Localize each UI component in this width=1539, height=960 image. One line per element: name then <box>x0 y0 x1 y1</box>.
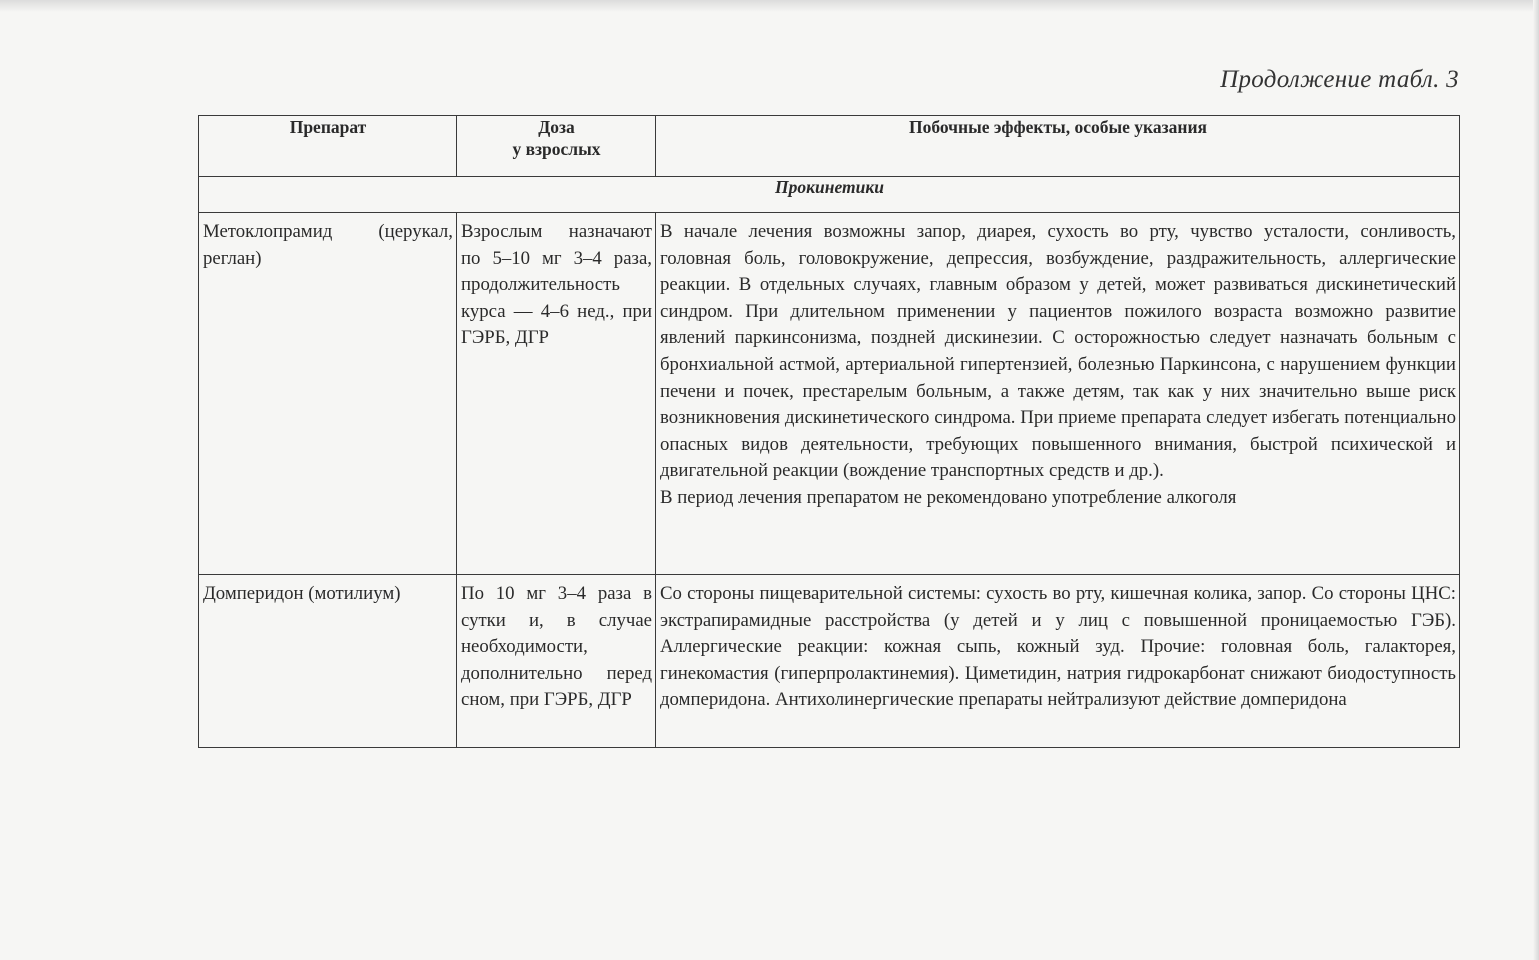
effects-cell <box>656 575 1460 748</box>
header-dose-line1: Доза <box>538 117 575 137</box>
dose-cell: По 10 мг 3–4 раза в сутки и, в случае необходимости, дополнительно перед сном, при ГЭРБ, ДГР <box>457 575 656 748</box>
drug-name-cell: Домперидон (мотилиум) <box>199 575 457 748</box>
scan-edge-top <box>0 0 1539 12</box>
section-title: Прокинетики <box>199 177 1460 213</box>
effects-paragraph: В начале лечения возможны запор, диарея, сухость во рту, чувство усталости, сонливость, головная боль, головокружение, депрессия, возбуждение, раздражительность, аллергические реакции. В отдельных случаях, главным образом у детей, может развиваться дискинетический синдром. При длительном применении у пациентов пожилого возраста возможно развитие явлений паркинсонизма, поздней дискинезии. С осторожностью следует назначать больным с бронхиальной астмой, артериальной гипертензией, болезнью Паркинсона, с нарушением функции печени и почек, престарелым больным, а также детям, так как у них значительно выше риск возникновения дискинетического синдрома. При приеме препарата следует избегать потенциально опасных видов деятельности, требующих повышенного внимания, быстрой психической и двигательной реакции (вождение транспортных средств и др.). <box>660 221 1456 482</box>
table-caption: Продолжение табл. 3 <box>1220 66 1459 93</box>
dose-cell: Взрослым назначают по 5–10 мг 3–4 раза, продолжительность курса — 4–6 нед., при ГЭРБ, ДГР <box>457 213 656 575</box>
table-row <box>199 575 1460 748</box>
drug-table <box>198 115 1460 748</box>
header-dose-line2: у взрослых <box>512 139 601 159</box>
table-header-row <box>199 116 1460 177</box>
effects-cell <box>656 213 1460 575</box>
header-drug: Препарат <box>199 116 457 177</box>
scan-edge-right <box>1533 0 1539 960</box>
drug-name-cell: Метоклопрамид (церукал, реглан) <box>199 213 457 575</box>
header-effects: Побочные эффекты, особые указания <box>656 116 1460 177</box>
effects-paragraph: В период лечения препаратом не рекомендовано употребление алкоголя <box>660 486 1237 508</box>
header-dose <box>457 116 656 177</box>
section-row <box>199 177 1460 213</box>
table-row <box>199 213 1460 575</box>
effects-paragraph: Со стороны пищеварительной системы: сухость во рту, кишечная колика, запор. Со стороны ЦНС: экстрапирамидные расстройства (у детей и у лиц с повышенной проницаемостью ГЭБ). Аллергические реакции: кожная сыпь, кожный зуд. Прочие: головная боль, галакторея, гинекомастия (гиперпролактинемия). Циметидин, натрия гидрокарбонат снижают биодоступность домперидона. Антихолинергические препараты нейтрализуют действие домперидона <box>660 583 1456 711</box>
